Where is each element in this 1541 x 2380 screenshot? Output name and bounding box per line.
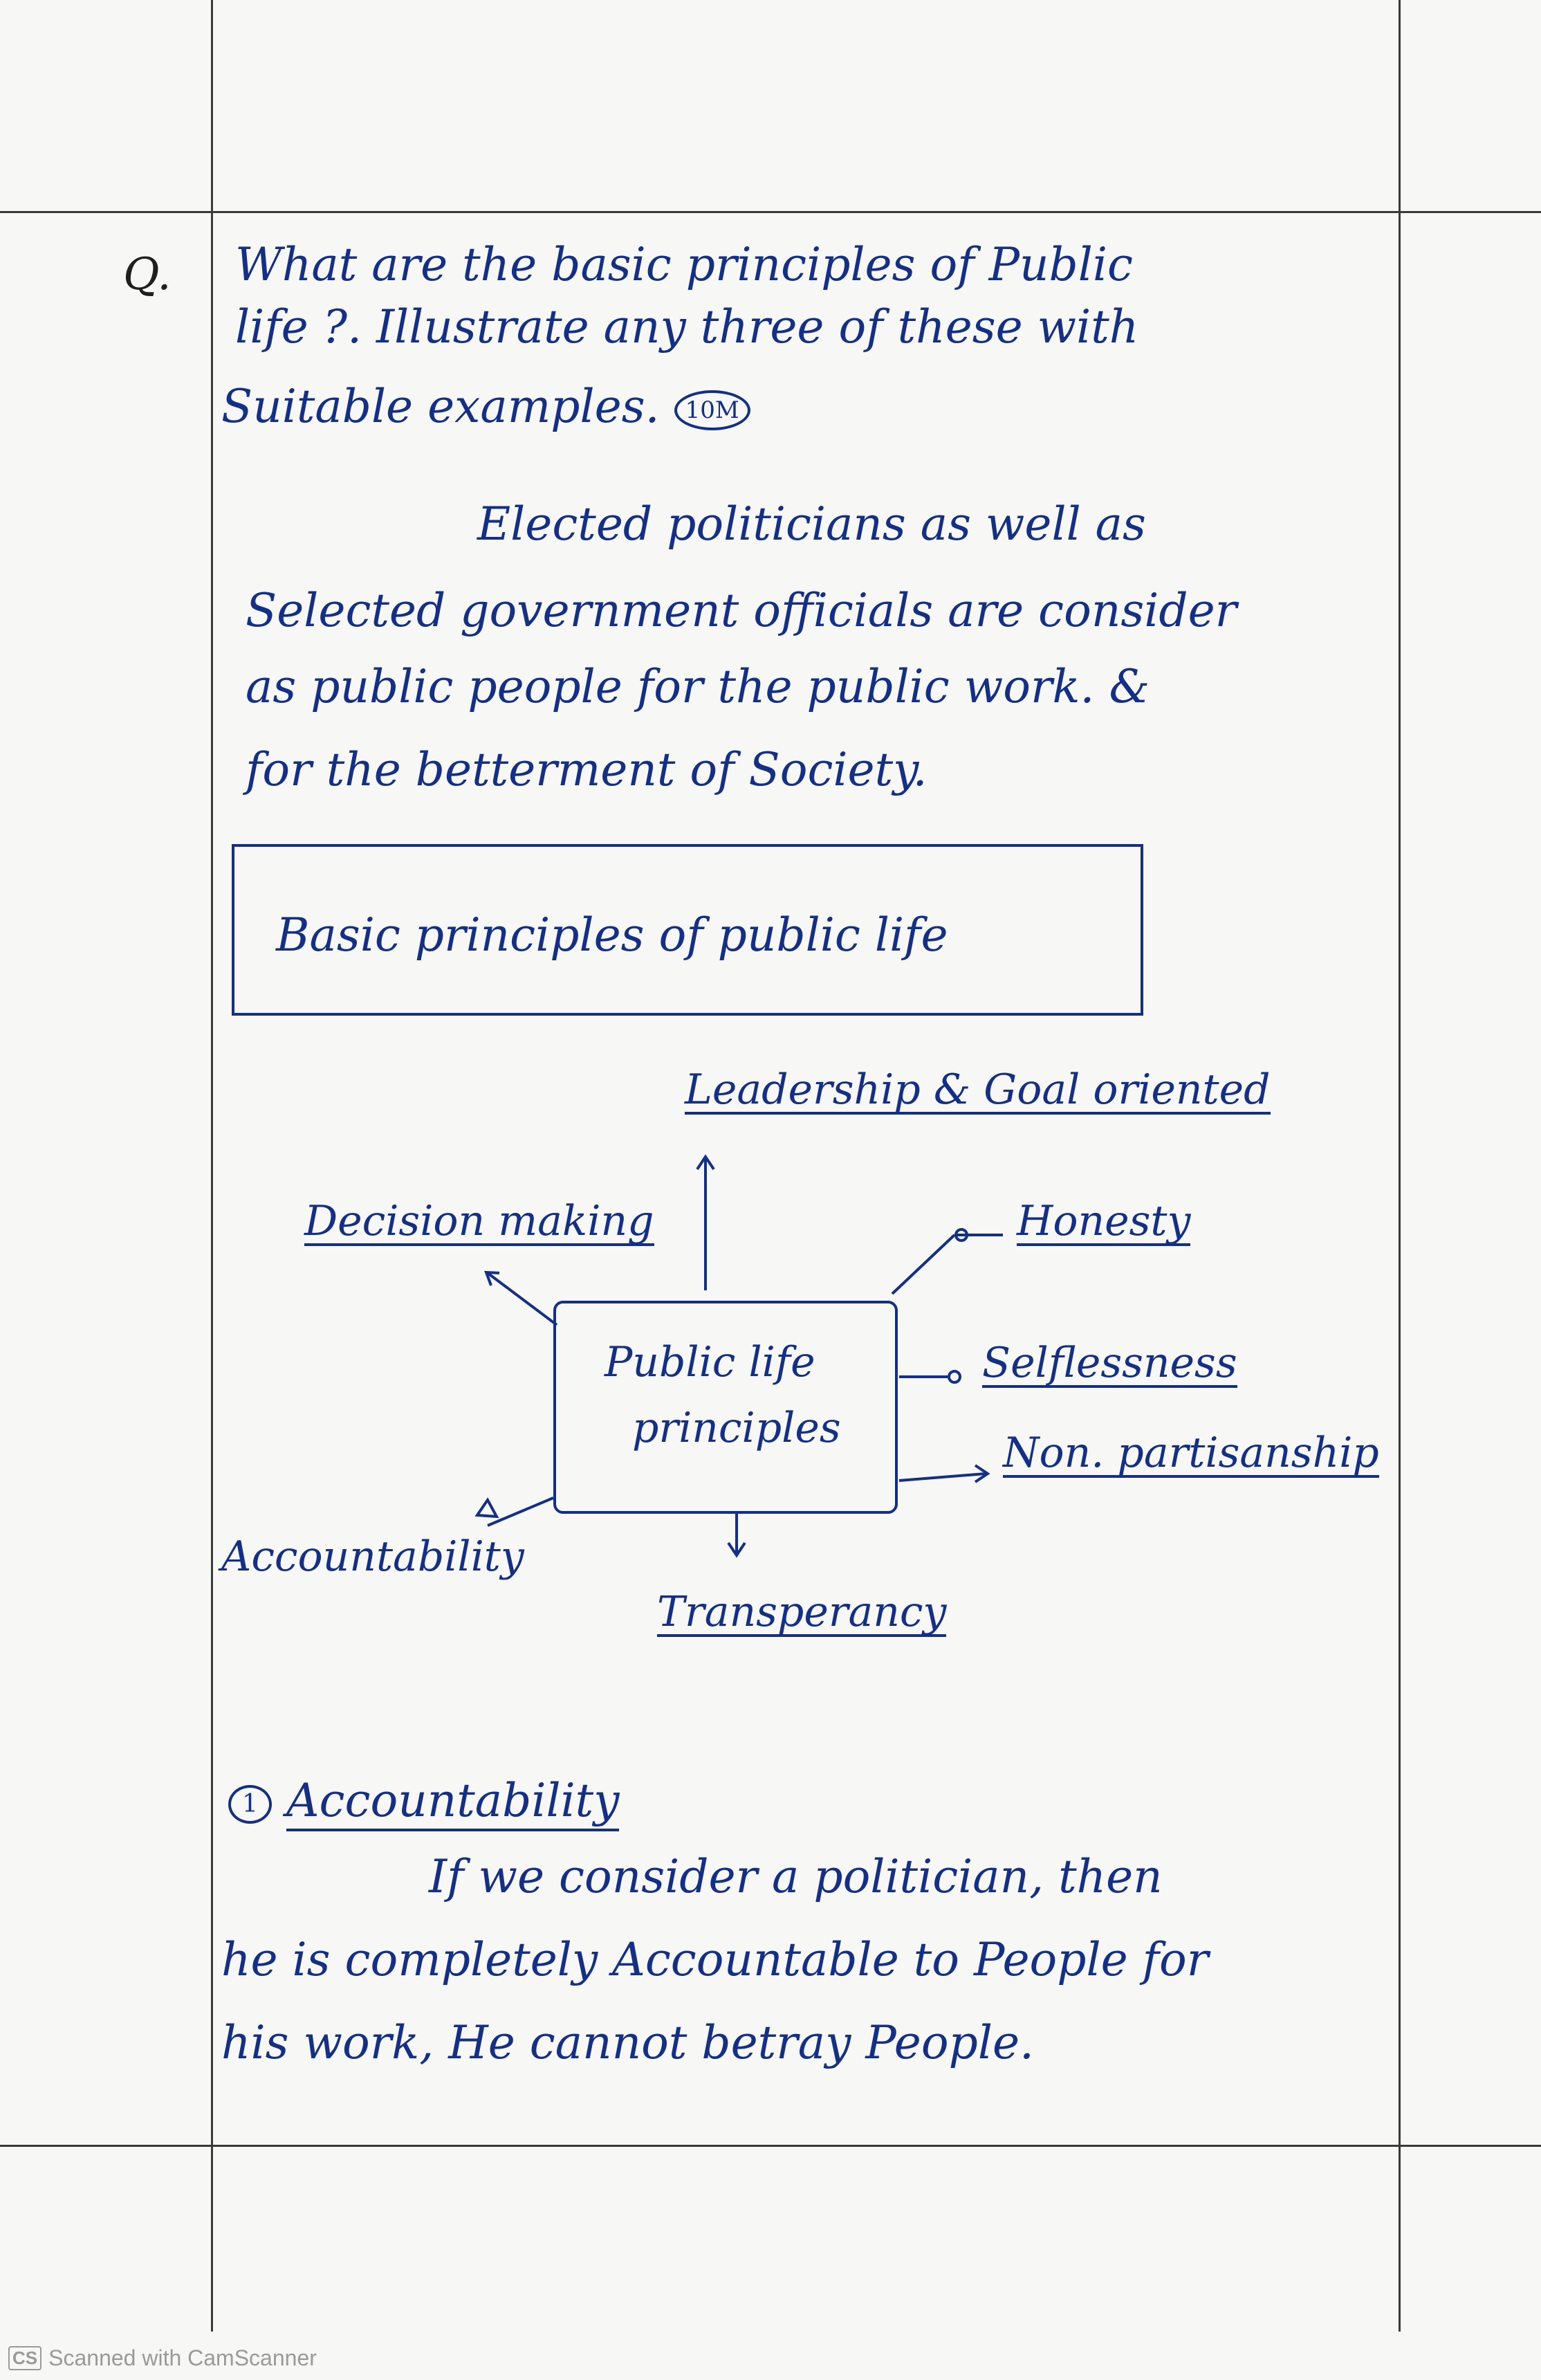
- section-1-line-1: If we consider a politician, then: [429, 1850, 1163, 1903]
- question-line-2: life ?. Illustrate any three of these with: [235, 300, 1139, 354]
- intro-line-1: Elected politicians as well as: [477, 497, 1146, 551]
- section-1-title: Accountability: [286, 1774, 620, 1831]
- intro-line-4: for the betterment of Society.: [246, 743, 928, 796]
- watermark-text: Scanned with CamScanner: [48, 2345, 317, 2370]
- node-honesty: Honesty: [1017, 1197, 1191, 1245]
- section-1-number: 1: [228, 1785, 272, 1824]
- node-nonpartisan: Non. partisanship: [1003, 1429, 1379, 1477]
- node-decision: Decision making: [304, 1197, 654, 1245]
- section-1-heading: [228, 1774, 620, 1827]
- node-transparency: Transperancy: [657, 1588, 947, 1636]
- arrow-accountability: [488, 1498, 553, 1526]
- arrow-decision: [488, 1273, 557, 1325]
- question-line-1: What are the basic principles of Public: [235, 238, 1133, 291]
- center-line-1: Public life: [605, 1338, 815, 1386]
- camscanner-logo-icon: CS: [8, 2346, 41, 2370]
- marks-badge: 10M: [674, 390, 750, 430]
- section-1-line-3: his work, He cannot betray People.: [221, 2016, 1034, 2069]
- scanner-watermark: [8, 2345, 317, 2371]
- center-line-2: principles: [632, 1404, 841, 1452]
- section-1-line-2: he is completely Accountable to People for: [221, 1933, 1209, 1986]
- question-number: Q.: [123, 249, 172, 300]
- diagram-center-box: [553, 1301, 898, 1514]
- node-accountability: Accountability: [221, 1532, 524, 1581]
- intro-line-2: Selected government officials are consider: [246, 584, 1237, 637]
- intro-line-3: as public people for the public work. &: [246, 660, 1150, 713]
- arrow-nonpartisan: [899, 1474, 986, 1481]
- arrow-honesty: [892, 1235, 954, 1294]
- heading-text: Basic principles of public life: [276, 908, 948, 962]
- node-selflessness: Selflessness: [982, 1339, 1237, 1387]
- question-line-3: Suitable examples. 10M: [221, 384, 750, 430]
- node-leadership: Leadership & Goal oriented: [685, 1065, 1271, 1114]
